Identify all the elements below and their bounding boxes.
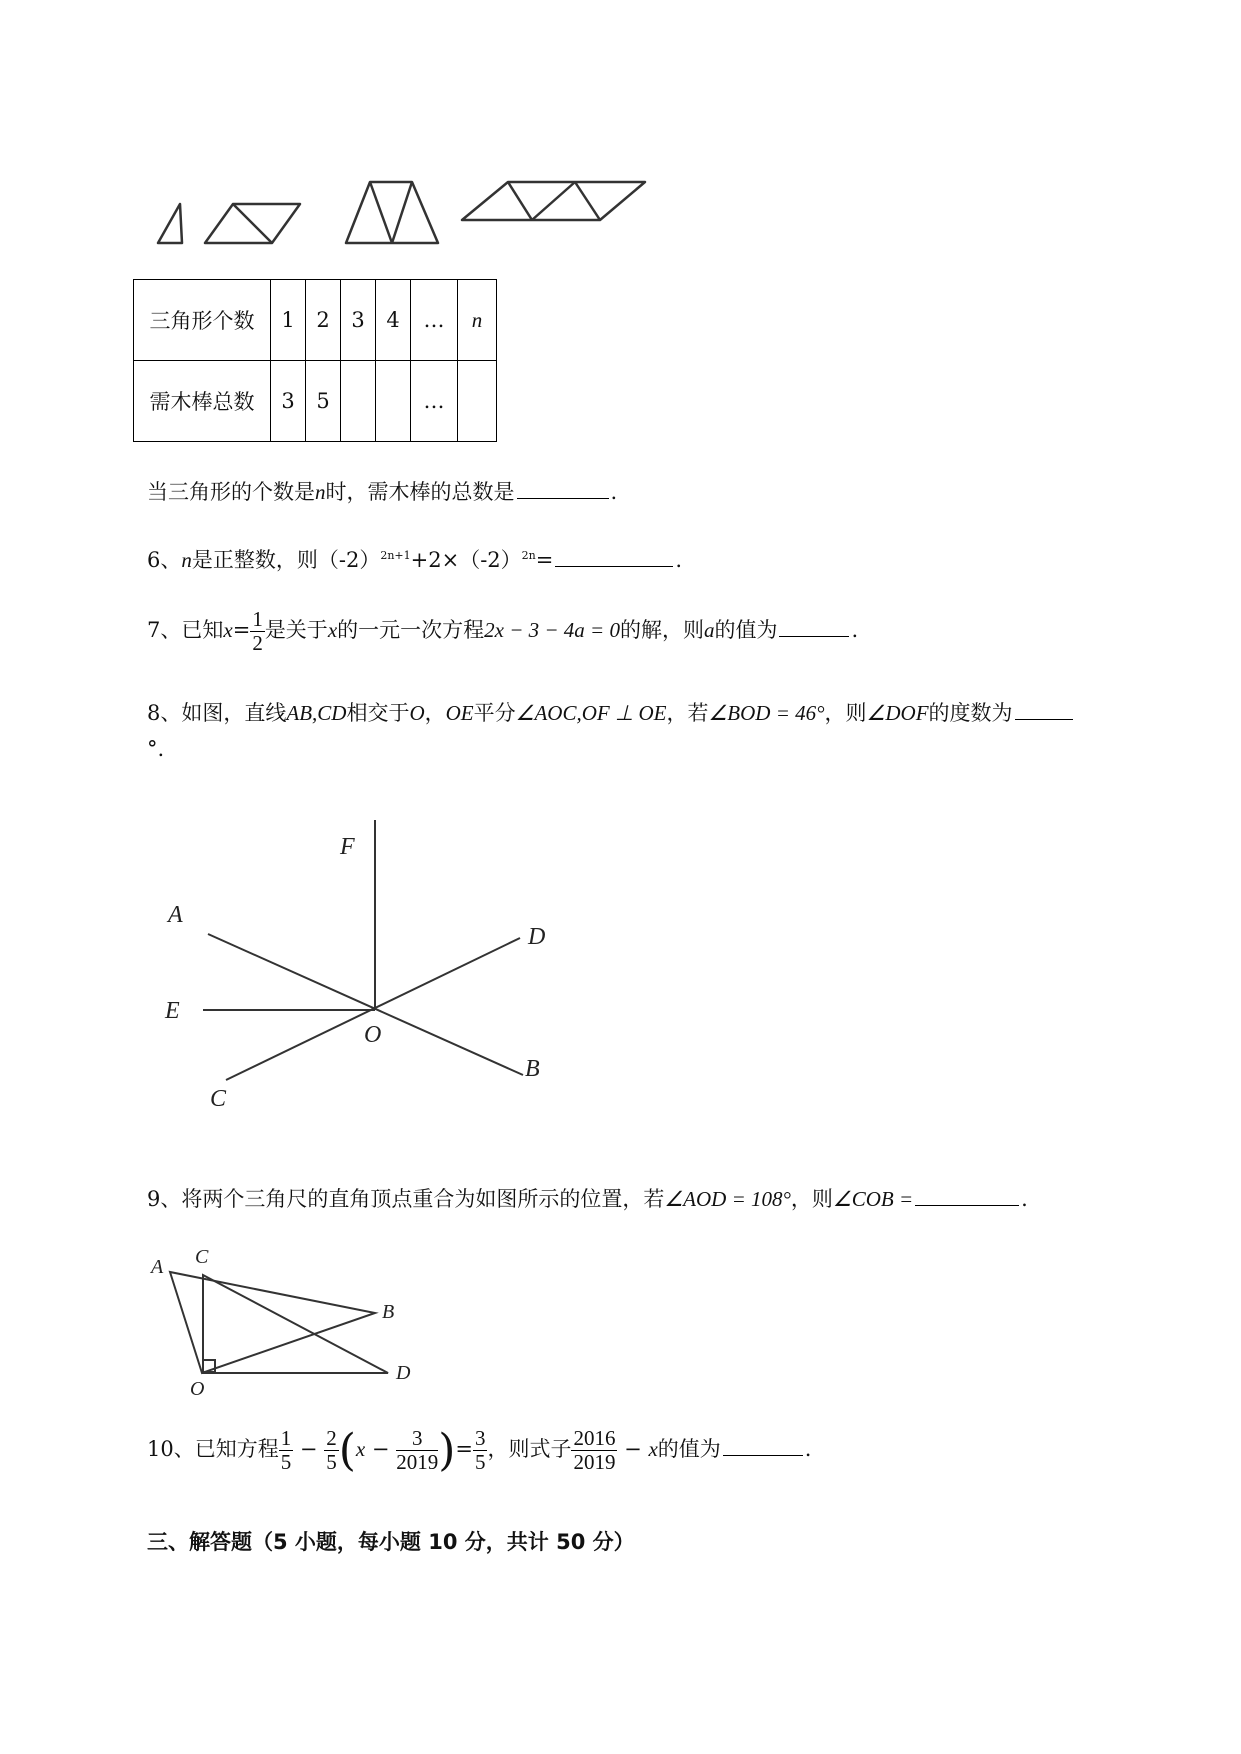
pattern-1-triangle bbox=[158, 204, 182, 243]
table-cell bbox=[341, 361, 376, 442]
table-cell bbox=[376, 361, 411, 442]
question-7: 7、已知x= $\frac{1}{2}$ 是关于x的一元一次方程2x − 3 − 4a = 0的解，则a的值为 . bbox=[147, 607, 859, 656]
answer-blank[interactable] bbox=[517, 497, 609, 499]
answer-blank[interactable] bbox=[915, 1204, 1019, 1206]
set-squares-figure bbox=[140, 1245, 440, 1395]
fraction: $\frac{2}{5}$ bbox=[326, 1425, 337, 1474]
fraction: $\frac{3}{5}$ bbox=[474, 1425, 486, 1474]
label-A: A bbox=[168, 902, 183, 928]
label-O: O bbox=[190, 1378, 205, 1395]
pattern-4-triangles bbox=[462, 182, 645, 220]
triangle-AOB bbox=[170, 1272, 375, 1373]
table-row-label: 需木棒总数 bbox=[134, 361, 271, 442]
line-AB bbox=[208, 934, 523, 1075]
pattern-2-triangles bbox=[205, 204, 300, 243]
label-D: D bbox=[528, 924, 546, 950]
question-8-end: °. bbox=[147, 737, 165, 761]
intersecting-lines-figure bbox=[140, 820, 580, 1120]
table-cell: 3 bbox=[341, 280, 376, 361]
table-cell: 3 bbox=[271, 361, 306, 442]
table-row-label: 三角形个数 bbox=[134, 280, 271, 361]
table-cell: … bbox=[411, 361, 458, 442]
table-cell: 4 bbox=[376, 280, 411, 361]
triangle-count-table bbox=[133, 279, 497, 442]
answer-blank[interactable] bbox=[1015, 718, 1073, 720]
table-cell: 5 bbox=[306, 361, 341, 442]
fraction: $\frac{2016}{2019}$ bbox=[573, 1425, 616, 1474]
question-6: 6、n是正整数，则$(-2)^{2n+1}+2\times(-2)^{2n}=$ . bbox=[147, 548, 683, 572]
table-cell bbox=[458, 361, 497, 442]
answer-blank[interactable] bbox=[555, 565, 673, 567]
table-cell: 2 bbox=[306, 280, 341, 361]
label-C: C bbox=[195, 1246, 209, 1268]
label-F: F bbox=[340, 834, 355, 860]
table-row bbox=[134, 280, 497, 361]
fraction: $\frac{1}{2}$ bbox=[252, 607, 263, 656]
triangle-pattern-figure bbox=[150, 170, 660, 250]
question-10: 10、已知方程 $\frac{1}{5}$ − $\frac{2}{5}$ (x − $\frac{3}{2019}$ )= $\frac{3}{5}$ ，则式子 $\frac{2016}{2019}$ − x的值为 . bbox=[147, 1425, 812, 1476]
triangle-COD bbox=[203, 1275, 388, 1373]
answer-blank[interactable] bbox=[723, 1454, 803, 1456]
pattern-3-triangles bbox=[346, 182, 438, 243]
section-3-heading: 三、解答题（5 小题，每小题 10 分，共计 50 分） bbox=[147, 1530, 635, 1554]
label-A: A bbox=[151, 1256, 164, 1278]
label-D: D bbox=[396, 1362, 411, 1384]
question-5-tail: 当三角形的个数是n时，需木棒的总数是 . bbox=[147, 480, 618, 504]
fraction: $\frac{3}{2019}$ bbox=[396, 1425, 439, 1474]
question-8: 8、如图，直线AB,CD相交于O，OE平分∠AOC,OF ⊥ OE，若∠BOD = 46°，则∠DOF的度数为 bbox=[147, 697, 1075, 727]
answer-blank[interactable] bbox=[779, 635, 849, 637]
label-E: E bbox=[165, 998, 180, 1024]
label-C: C bbox=[210, 1086, 227, 1112]
question-9: 9、将两个三角尺的直角顶点重合为如图所示的位置，若∠AOD = 108°，则∠COB = . bbox=[147, 1187, 1028, 1211]
table-cell: … bbox=[411, 280, 458, 361]
label-B: B bbox=[382, 1301, 395, 1323]
label-O: O bbox=[364, 1022, 382, 1048]
fraction: $\frac{1}{5}$ bbox=[280, 1425, 292, 1474]
table-cell: 1 bbox=[271, 280, 306, 361]
table-row bbox=[134, 361, 497, 442]
table-cell: n bbox=[458, 280, 497, 361]
label-B: B bbox=[525, 1056, 540, 1082]
